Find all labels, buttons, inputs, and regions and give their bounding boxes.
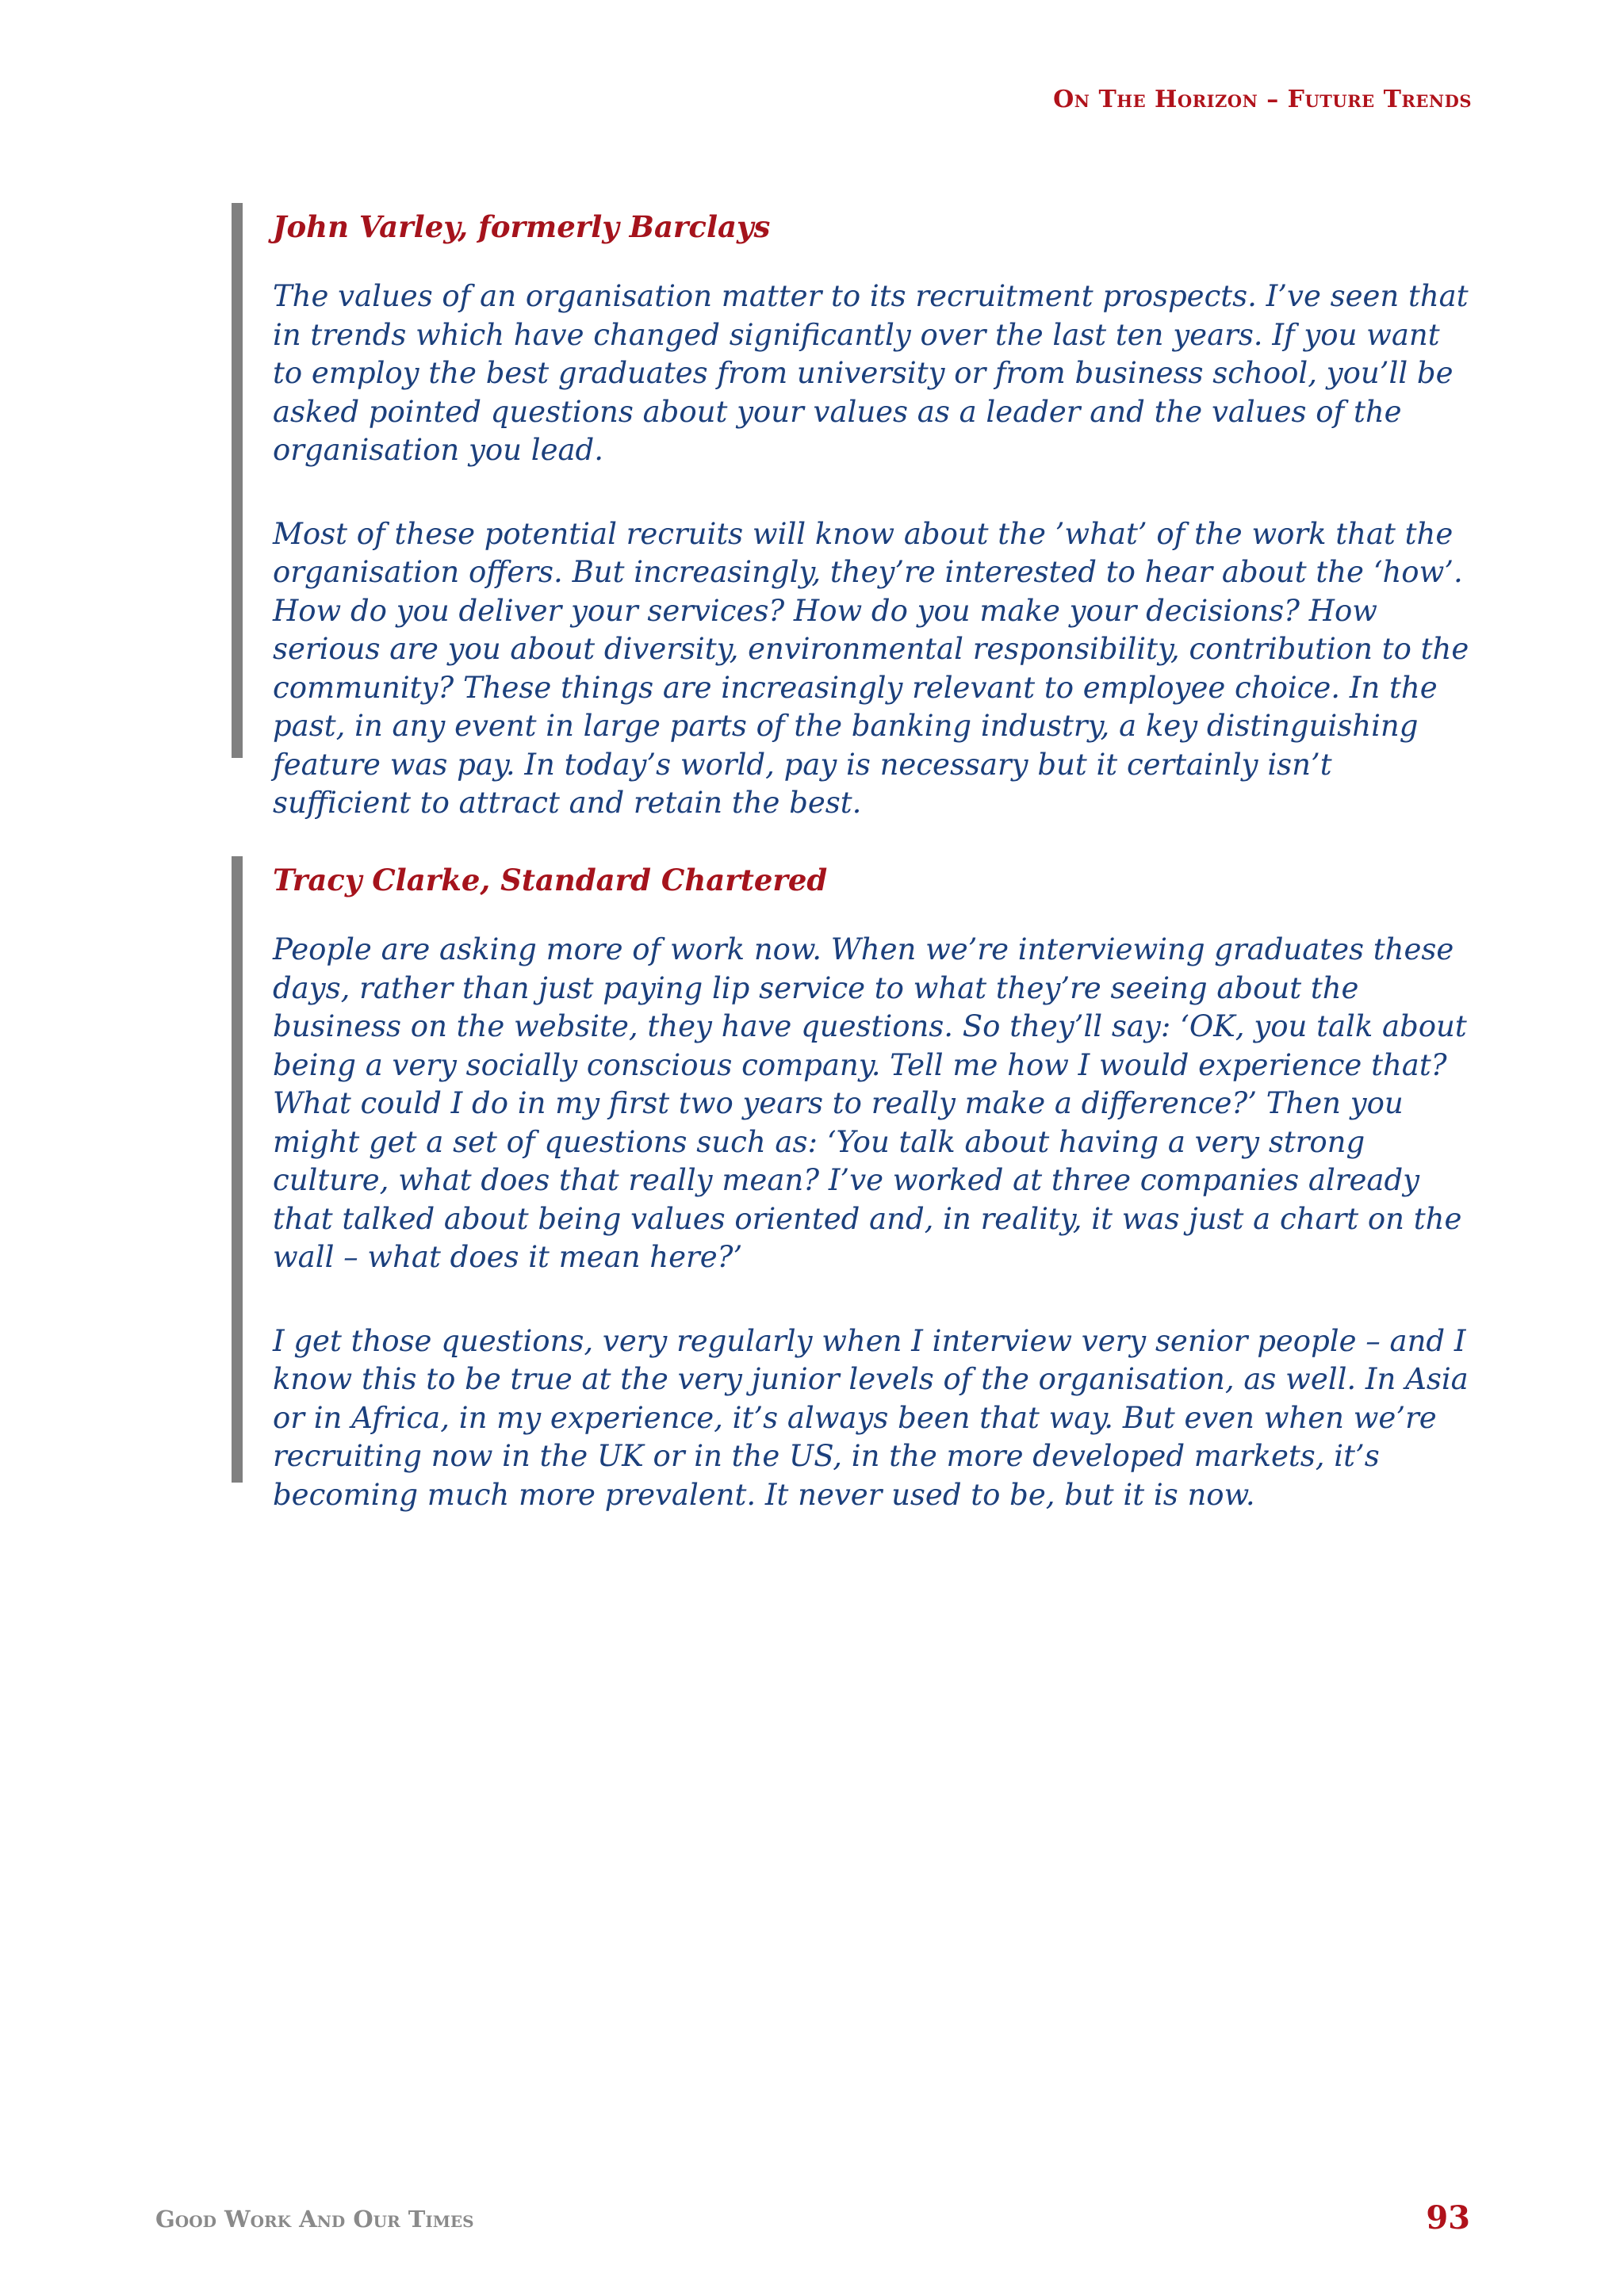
quote-paragraph: I get those questions, very regularly when I interview very senior people – and I know this to be true at the very junior levels of the organisation, as well. In Asia or in Africa, in my experience, it’s always been that way. But even when we’re recruiting now in the UK or in the US, in the more developed markets, it’s becoming much more prevalent. It never used to be, but it is now. (273, 1323, 1469, 1512)
quote-block-tracy-clarke (232, 856, 1491, 1512)
running-header: On The Horizon – Future Trends (1053, 86, 1472, 113)
quote-speaker: Tracy Clarke, Standard Chartered (273, 863, 828, 897)
running-footer: Good Work And Our Times (155, 2206, 474, 2233)
quote-speaker: John Varley, formerly Barclays (273, 209, 771, 244)
quote-paragraph: Most of these potential recruits will know about the ’what’ of the work that the organisation offers. But increasingly, they’re interested to hear about the ‘how’. How do you deliver your services? How do you make your decisions? How serious are you about diversity, environmental responsibility, contribution to the community? These things are increasingly relevant to employee choice. In the past, in any event in large parts of the banking industry, a key distinguishing feature was pay. In today’s world, pay is necessary but it certainly isn’t sufficient to attract and retain the best. (273, 516, 1469, 820)
quote-block-john-varley (232, 203, 1491, 820)
page-number: 93 (1426, 2199, 1470, 2237)
quote-paragraph: The values of an organisation matter to its recruitment prospects. I’ve seen that in trends which have changed significantly over the last ten years. If you want to employ the best graduates from university or from business school, you’ll be asked pointed questions about your values as a leader and the values of the organisation you lead. (273, 279, 1469, 467)
quote-paragraph: People are asking more of work now. When we’re interviewing graduates these days, rather than just paying lip service to what they’re seeing about the business on the website, they have questions. So they’ll say: ‘OK, you talk about being a very socially conscious company. Tell me how I would experience that? What could I do in my first two years to really make a difference?’ Then you might get a set of questions such as: ‘You talk about having a very strong culture, what does that really mean? I’ve worked at three companies already that talked about being values oriented and, in reality, it was just a chart on the wall – what does it mean here?’ (273, 932, 1467, 1274)
